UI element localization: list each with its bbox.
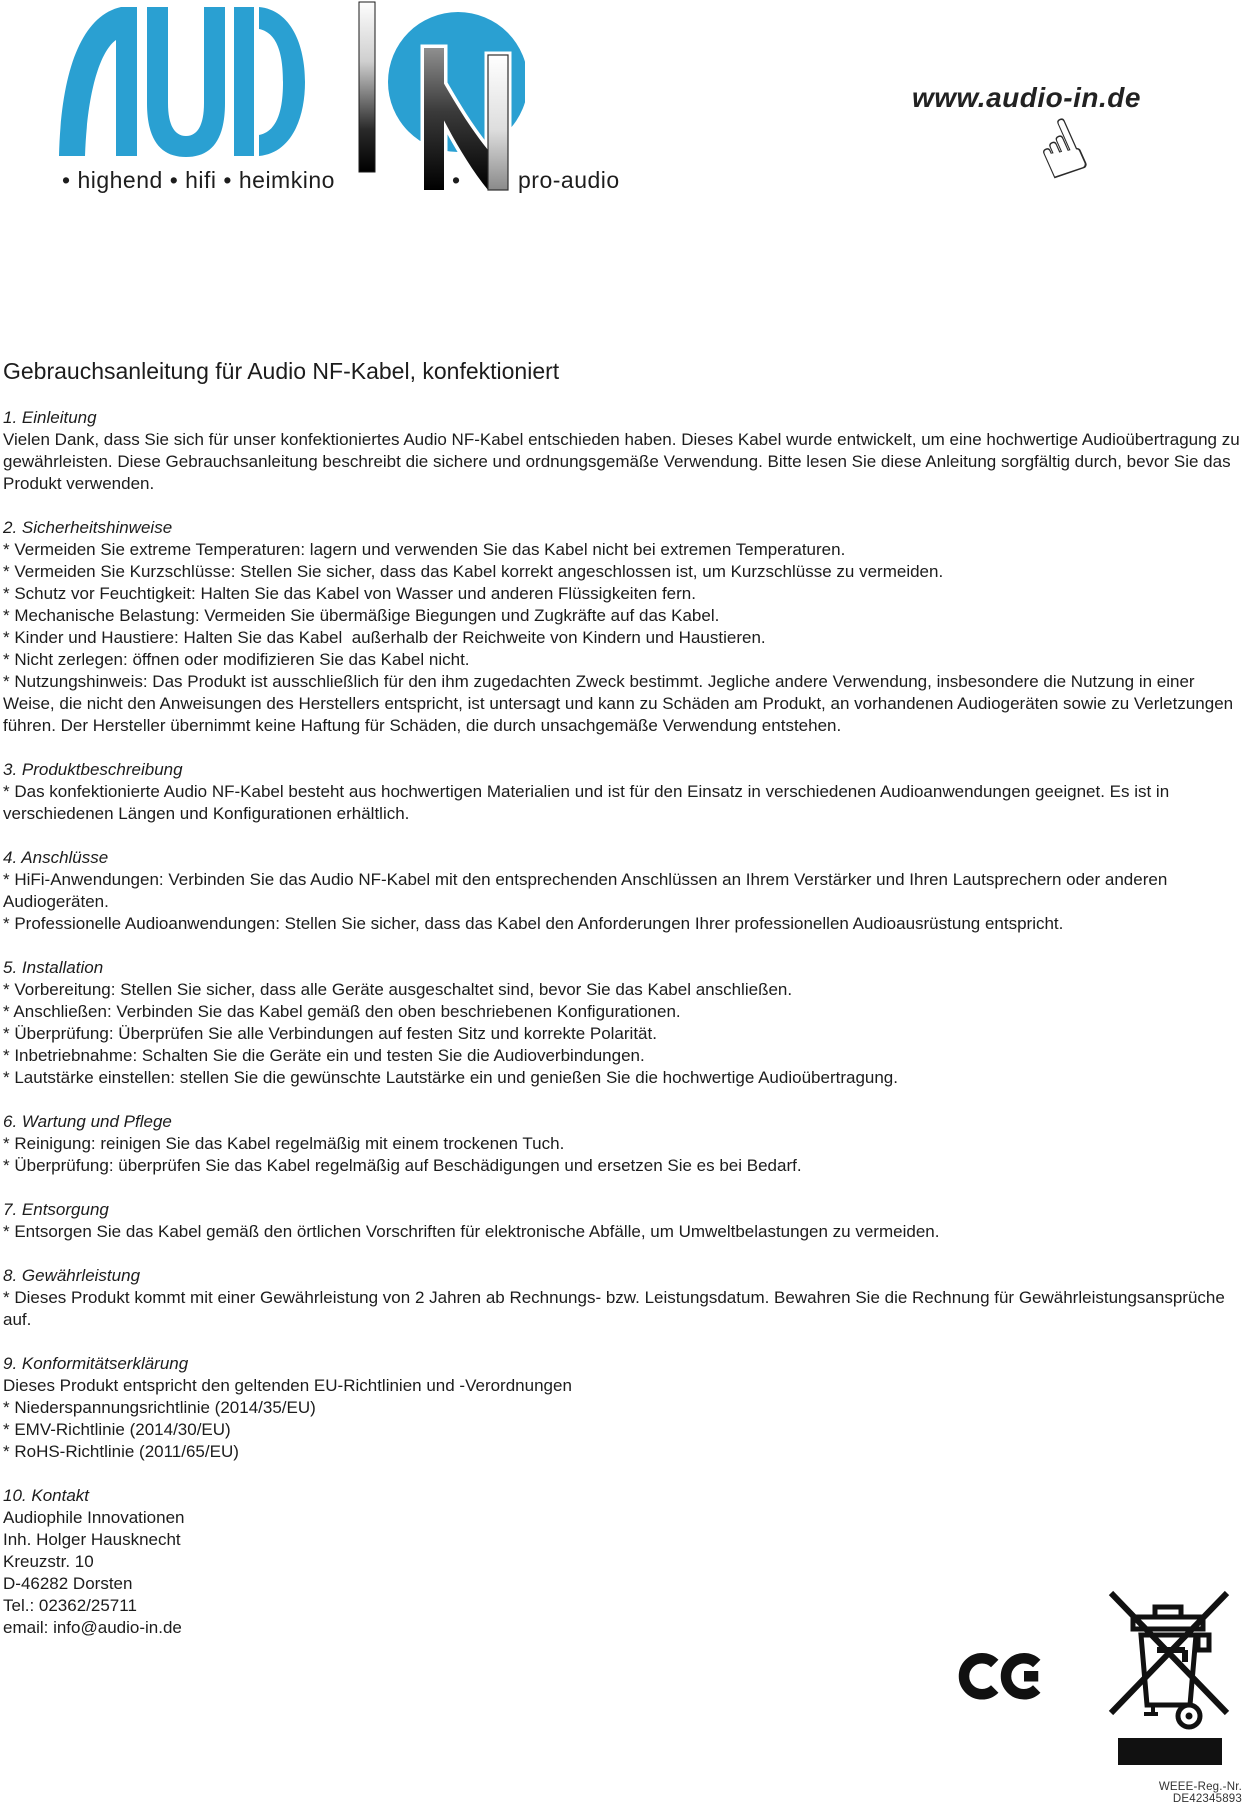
section-line: * EMV-Richtlinie (2014/30/EU) bbox=[3, 1420, 231, 1439]
section-heading: 10. Kontakt bbox=[3, 1486, 90, 1505]
section bbox=[3, 759, 1246, 825]
section bbox=[3, 517, 1246, 737]
section bbox=[3, 407, 1246, 495]
section bbox=[3, 1353, 1246, 1463]
section-line: * Anschließen: Verbinden Sie das Kabel gemäß den oben beschriebenen Konfigurationen. bbox=[3, 1002, 681, 1021]
section-heading: 4. Anschlüsse bbox=[3, 848, 109, 867]
section-line: * Reinigung: reinigen Sie das Kabel regelmäßig mit einem trockenen Tuch. bbox=[3, 1134, 565, 1153]
page-title: Gebrauchsanleitung für Audio NF-Kabel, konfektioniert bbox=[3, 358, 560, 384]
website-text: www.audio-in.de bbox=[912, 82, 1141, 113]
section-line: * Schutz vor Feuchtigkeit: Halten Sie das Kabel von Wasser und anderen Flüssigkeiten fern. bbox=[3, 584, 696, 603]
tagline-right: pro-audio bbox=[518, 167, 620, 193]
section-heading: 5. Installation bbox=[3, 958, 104, 977]
section-heading: 6. Wartung und Pflege bbox=[3, 1112, 172, 1131]
section bbox=[3, 847, 1246, 935]
section-line: D-46282 Dorsten bbox=[3, 1574, 133, 1593]
section-line: * Das konfektionierte Audio NF-Kabel besteht aus hochwertigen Materialien und ist für den Einsatz in verschiedenen Audioanwendungen geeignet. Es ist in verschiedenen Längen und Konfigurationen erhältlich. bbox=[3, 782, 1174, 823]
section-heading: 8. Gewährleistung bbox=[3, 1266, 141, 1285]
document-sections bbox=[3, 407, 1246, 1639]
weee-crossed-out-bin-icon bbox=[1097, 1583, 1239, 1775]
section-line: * RoHS-Richtlinie (2011/65/EU) bbox=[3, 1442, 239, 1461]
section bbox=[3, 1485, 1246, 1639]
section-line: * HiFi-Anwendungen: Verbinden Sie das Audio NF-Kabel mit den entsprechenden Anschlüssen an Ihrem Verstärker und Ihren Lautsprechern oder anderen Audiogeräten. bbox=[3, 870, 1172, 911]
section-line: * Vermeiden Sie extreme Temperaturen: lagern und verwenden Sie das Kabel nicht bei extremen Temperaturen. bbox=[3, 540, 846, 559]
section-line: * Entsorgen Sie das Kabel gemäß den örtlichen Vorschriften für elektronische Abfälle, um Umweltbelastungen zu vermeiden. bbox=[3, 1222, 940, 1241]
tagline-bullet: • bbox=[452, 167, 461, 193]
manual-body bbox=[3, 357, 1246, 1639]
section-heading: 2. Sicherheitshinweise bbox=[3, 518, 173, 537]
section-heading: 1. Einleitung bbox=[3, 408, 97, 427]
section-line: * Vorbereitung: Stellen Sie sicher, dass alle Geräte ausgeschaltet sind, bevor Sie das Kabel anschließen. bbox=[3, 980, 793, 999]
ce-mark bbox=[958, 1650, 1048, 1703]
logo-letter-i-bar bbox=[359, 2, 375, 172]
hand-cursor-icon: ☝ bbox=[1021, 99, 1101, 200]
section-heading: 9. Konformitätserklärung bbox=[3, 1354, 189, 1373]
section-heading: 7. Entsorgung bbox=[3, 1200, 109, 1219]
section-heading: 3. Produktbeschreibung bbox=[3, 760, 183, 779]
weee-registration-number: WEEE-Reg.-Nr. DE42345893 bbox=[1158, 1781, 1242, 1805]
section-line: Kreuzstr. 10 bbox=[3, 1552, 94, 1571]
section-line: Vielen Dank, dass Sie sich für unser konfektioniertes Audio NF-Kabel entschieden haben. Dieses Kabel wurde entwickelt, um eine hochwertige Audioübertragung zu gewährleisten. Diese Gebrauchsanleitung beschreibt die sichere und ordnungsgemäße Verwendung. Bitte lesen Sie diese Anleitung sorgfältig durch, bevor Sie das Produkt verwenden. bbox=[3, 430, 1245, 493]
weee-bar bbox=[1118, 1738, 1222, 1765]
section bbox=[3, 957, 1246, 1089]
section-line: * Vermeiden Sie Kurzschlüsse: Stellen Sie sicher, dass das Kabel korrekt angeschlossen ist, um Kurzschlüsse zu vermeiden. bbox=[3, 562, 944, 581]
section-line: Inh. Holger Hausknecht bbox=[3, 1530, 181, 1549]
section-line: Audiophile Innovationen bbox=[3, 1508, 185, 1527]
section-line: * Dieses Produkt kommt mit einer Gewährleistung von 2 Jahren ab Rechnungs- bzw. Leistungsdatum. Bewahren Sie die Rechnung für Gewährleistungsansprüche auf. bbox=[3, 1288, 1230, 1329]
section-line: * Inbetriebnahme: Schalten Sie die Geräte ein und testen Sie die Audioverbindungen. bbox=[3, 1046, 645, 1065]
section-line: * Niederspannungsrichtlinie (2014/35/EU) bbox=[3, 1398, 316, 1417]
section-line: * Nutzungshinweis: Das Produkt ist ausschließlich für den ihm zugedachten Zweck bestimmt. Jegliche andere Verwendung, insbesondere die Nutzung in einer Weise, die nicht den Anweisungen des Herstellers entspricht, ist untersagt und kann zu Schäden am Produkt, an vorhandenen Audiogeräten sowie zu Verletzungen führen. Der Hersteller übernimmt keine Haftung für Schäden, die durch unsachgemäße Verwendung entstehen. bbox=[3, 672, 1238, 735]
section-line: Tel.: 02362/25711 bbox=[3, 1596, 137, 1615]
tagline-left: • highend • hifi • heimkino bbox=[62, 167, 335, 193]
section-line: Dieses Produkt entspricht den geltenden EU-Richtlinien und -Verordnungen bbox=[3, 1376, 572, 1395]
section-line: * Professionelle Audioanwendungen: Stellen Sie sicher, dass das Kabel den Anforderungen Ihrer professionellen Audioausrüstung entspricht. bbox=[3, 914, 1064, 933]
section bbox=[3, 1265, 1246, 1331]
section-line: * Überprüfung: überprüfen Sie das Kabel regelmäßig auf Beschädigungen und ersetzen Sie es bei Bedarf. bbox=[3, 1156, 802, 1175]
section-line: * Überprüfung: Überprüfen Sie alle Verbindungen auf festen Sitz und korrekte Polarität. bbox=[3, 1024, 657, 1043]
section bbox=[3, 1199, 1246, 1243]
section-line: * Kinder und Haustiere: Halten Sie das Kabel außerhalb der Reichweite von Kindern und Haustieren. bbox=[3, 628, 766, 647]
logo-letter-n-right-leg bbox=[488, 55, 508, 190]
section-line: * Lautstärke einstellen: stellen Sie die gewünschte Lautstärke ein und genießen Sie die hochwertige Audioübertragung. bbox=[3, 1068, 898, 1087]
section-line: email: info@audio-in.de bbox=[3, 1618, 182, 1637]
section-line: * Mechanische Belastung: Vermeiden Sie übermäßige Biegungen und Zugkräfte auf das Kabel. bbox=[3, 606, 720, 625]
section-line: * Nicht zerlegen: öffnen oder modifizieren Sie das Kabel nicht. bbox=[3, 650, 470, 669]
section bbox=[3, 1111, 1246, 1177]
